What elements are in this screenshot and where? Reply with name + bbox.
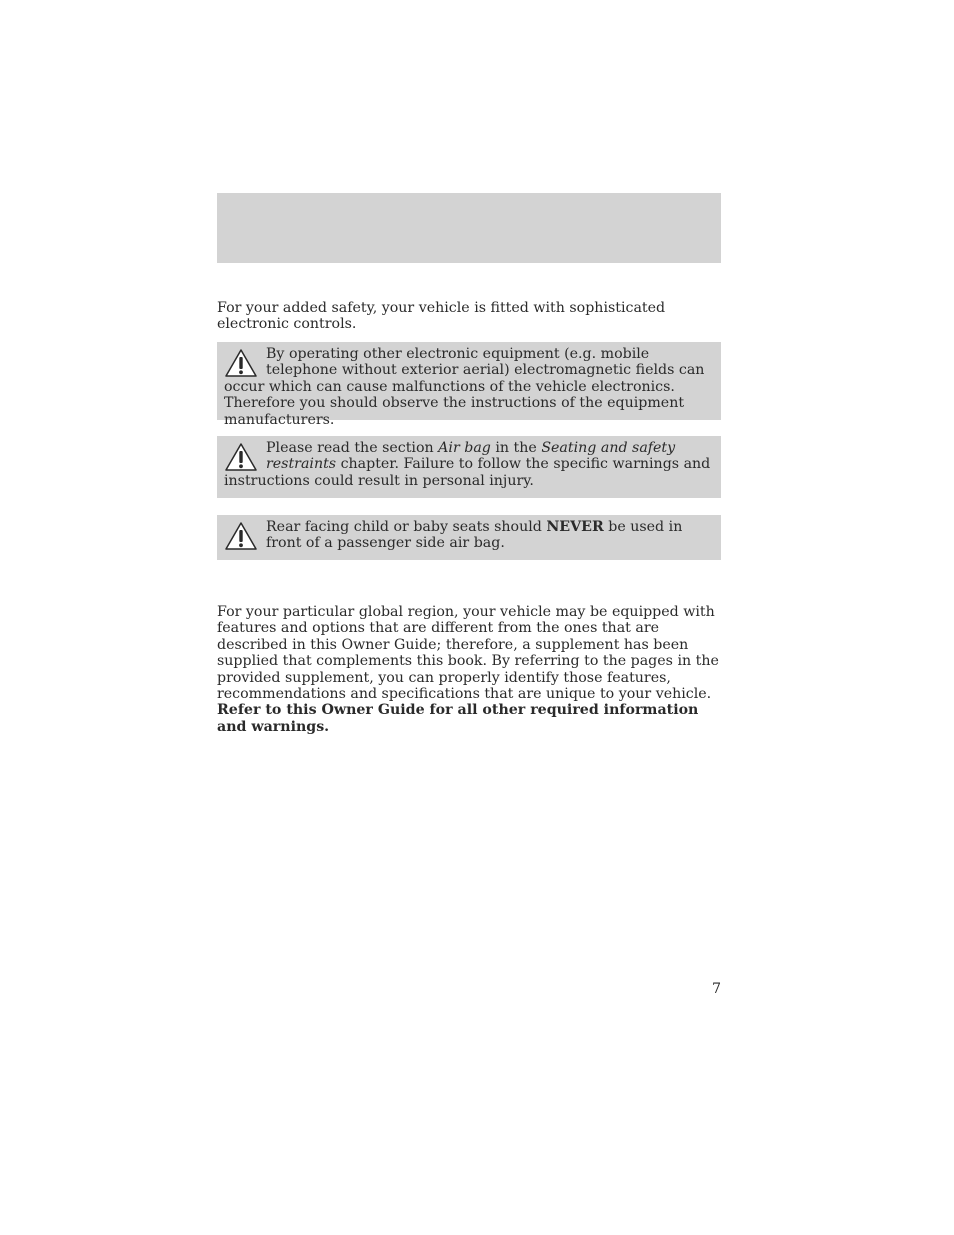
supplement-bold-note: Refer to this Owner Guide for all other required information and warnings.: [217, 702, 699, 735]
seating-chapter-reference: Seating and safety restraints: [266, 440, 676, 473]
page-number: 7: [711, 981, 721, 997]
warning-text-post: be used in front of a passenger side air bag.: [266, 519, 683, 552]
never-emphasis: NEVER: [546, 519, 604, 535]
supplement-text: For your particular global region, your vehicle may be equipped with features and options that are different from the ones that are described in this Owner Guide; therefore, a supplement has been supplied that complements this book. By referring to the pages in the provided supplement, you can properly identify those features, recommendations and specifications that are unique to your vehicle.: [217, 604, 719, 703]
supplement-paragraph: [217, 604, 721, 735]
warning-text-mid: in the: [490, 440, 542, 456]
warning-text: By operating other electronic equipment (e.g. mobile telephone without exterior aerial) electromagnetic fields can occur which can cause malfunctions of the vehicle electronics. Therefore you should observe the instructions of the equipment manufacturers.: [224, 346, 705, 428]
warning-triangle-icon: [224, 348, 258, 378]
warning-triangle-icon: [224, 442, 258, 472]
warning-box-child-seat: [217, 515, 721, 560]
warning-text-post: chapter. Failure to follow the specific warnings and instructions could result in personal injury.: [224, 456, 711, 489]
warning-box-air-bag: [217, 436, 721, 498]
warning-box-electronic-equipment: [217, 342, 721, 428]
air-bag-section-reference: Air bag: [438, 440, 491, 456]
warning-text-pre: Rear facing child or baby seats should: [266, 519, 547, 535]
warning-text-pre: Please read the section: [266, 440, 439, 456]
warning-triangle-icon: [224, 521, 258, 551]
intro-paragraph: For your added safety, your vehicle is fitted with sophisticated electronic controls.: [217, 300, 666, 333]
header-band: [217, 193, 721, 263]
